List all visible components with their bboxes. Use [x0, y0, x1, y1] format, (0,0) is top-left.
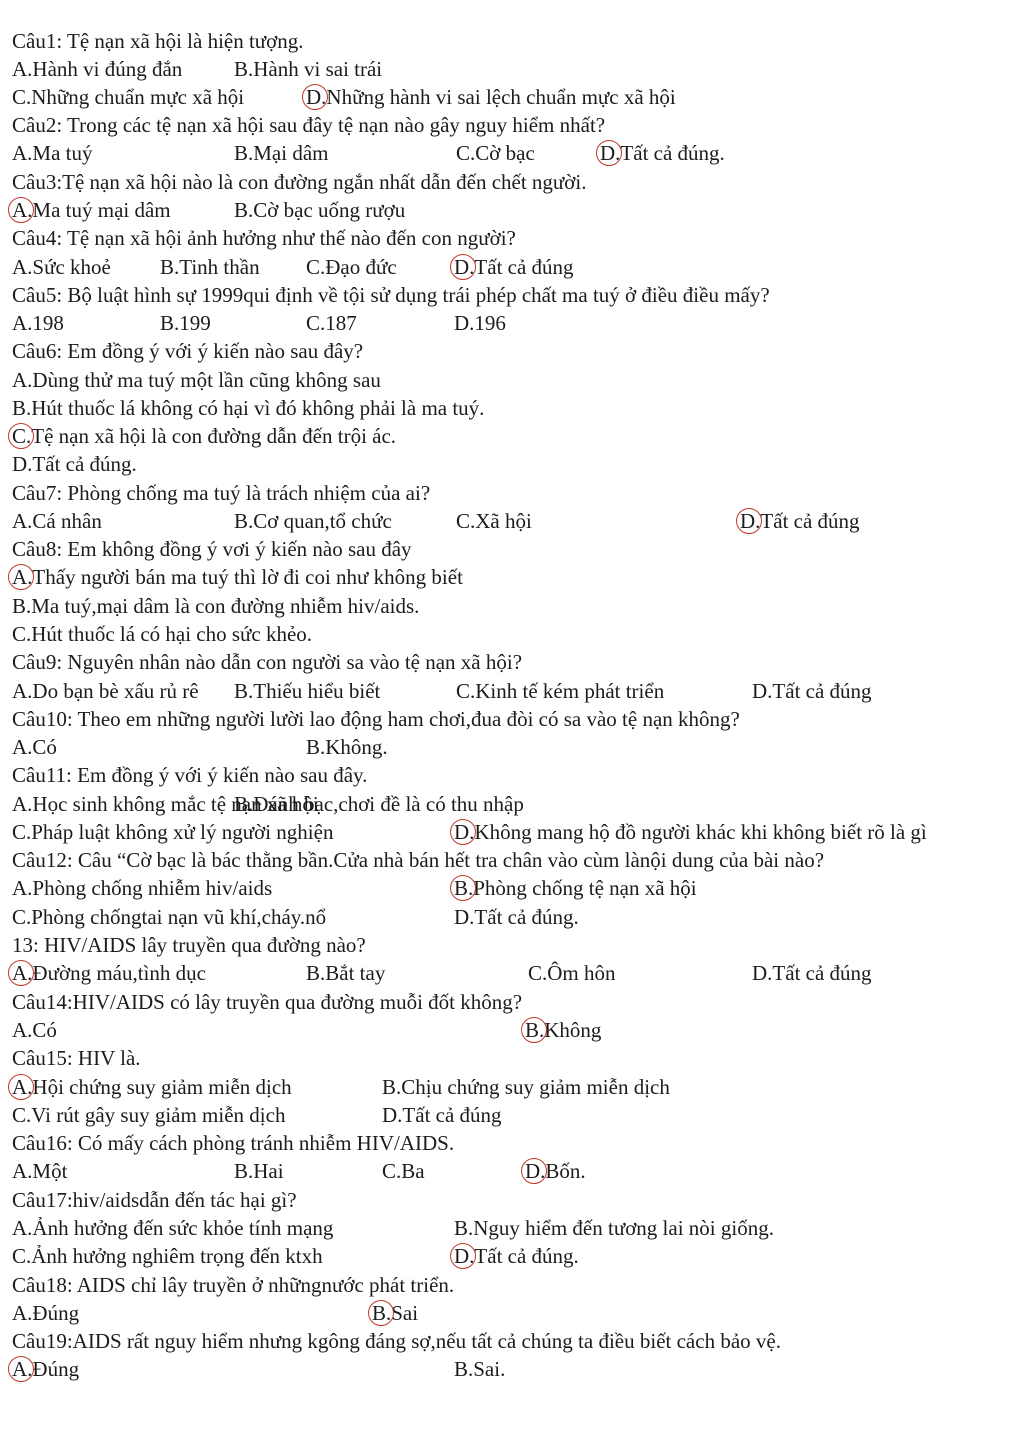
- quiz-line: [0, 1016, 1024, 1044]
- quiz-text: B.Mại dâm: [234, 141, 329, 165]
- quiz-line: [0, 224, 1024, 252]
- quiz-text: B.Tinh thần: [160, 255, 260, 279]
- quiz-line: [0, 1214, 1024, 1242]
- quiz-line: [0, 1242, 1024, 1270]
- circled-answer: D.Tất cả đúng: [454, 255, 574, 279]
- quiz-line: [0, 705, 1024, 733]
- quiz-line: [0, 111, 1024, 139]
- quiz-text: B.Đánh bạc,chơi đề là có thu nhập: [234, 792, 524, 816]
- circled-answer: A.Đúng: [12, 1357, 80, 1381]
- quiz-text: Câu6: Em đồng ý với ý kiến nào sau đây?: [12, 339, 364, 363]
- circled-answer: A.Thấy người bán ma tuý thì lờ đi coi như không biết: [12, 565, 463, 589]
- quiz-text: 13: HIV/AIDS lây truyền qua đường nào?: [12, 933, 366, 957]
- quiz-text: C.Phòng chốngtai nạn vũ khí,cháy.nổ: [12, 905, 327, 929]
- circled-answer: A.Đường máu,tình dục: [12, 961, 206, 985]
- quiz-text: B.Ma tuý,mại dâm là con đường nhiễm hiv/aids.: [12, 594, 420, 618]
- quiz-line: [0, 337, 1024, 365]
- quiz-line: [0, 1271, 1024, 1299]
- quiz-text: B.Hai: [234, 1159, 284, 1183]
- quiz-line: [0, 366, 1024, 394]
- quiz-text: B.Sai.: [454, 1357, 506, 1381]
- quiz-line: [0, 450, 1024, 478]
- quiz-text: A.Ảnh hưởng đến sức khỏe tính mạng: [12, 1216, 334, 1240]
- quiz-text: A.Một: [12, 1159, 68, 1183]
- quiz-line: [0, 27, 1024, 55]
- quiz-text: Câu16: Có mấy cách phòng tránh nhiễm HIV/AIDS.: [12, 1131, 455, 1155]
- quiz-text: B.199: [160, 311, 211, 335]
- quiz-line: [0, 168, 1024, 196]
- quiz-text: C.Ảnh hưởng nghiêm trọng đến ktxh: [12, 1244, 323, 1268]
- quiz-line: [0, 761, 1024, 789]
- quiz-line: [0, 592, 1024, 620]
- quiz-line: [0, 733, 1024, 761]
- quiz-line: [0, 422, 1024, 450]
- quiz-line: [0, 988, 1024, 1016]
- quiz-text: B.Hút thuốc lá không có hại vì đó không phải là ma tuý.: [12, 396, 485, 420]
- quiz-text: B.Bắt tay: [306, 961, 386, 985]
- quiz-text: B.Hành vi sai trái: [234, 57, 383, 81]
- quiz-text: A.Hành vi đúng đắn: [12, 57, 183, 81]
- quiz-text: Câu17:hiv/aidsdẫn đến tác hại gì?: [12, 1188, 297, 1212]
- quiz-line: [0, 790, 1024, 818]
- quiz-text: D.Tất cả đúng.: [454, 905, 579, 929]
- quiz-text: Câu7: Phòng chống ma tuý là trách nhiệm của ai?: [12, 481, 431, 505]
- quiz-text: Câu3:Tệ nạn xã hội nào là con đường ngắn nhất dẫn đến chết người.: [12, 170, 587, 194]
- quiz-text: Câu12: Câu “Cờ bạc là bác thằng bần.Cửa nhà bán hết tra chân vào cùm lànội dung của bài nào?: [12, 848, 825, 872]
- quiz-line: [0, 479, 1024, 507]
- quiz-line: [0, 1355, 1024, 1383]
- quiz-text: A.Ma tuý: [12, 141, 93, 165]
- quiz-text: A.Học sinh không mắc tệ nạn xã hội: [12, 792, 319, 816]
- quiz-line: [0, 1299, 1024, 1327]
- circled-answer: C.Tệ nạn xã hội là con đường dẫn đến trội ác.: [12, 424, 397, 448]
- quiz-text: Câu15: HIV là.: [12, 1046, 141, 1070]
- quiz-line: [0, 55, 1024, 83]
- quiz-line: [0, 1129, 1024, 1157]
- quiz-text: D.196: [454, 311, 506, 335]
- quiz-text: C.Kinh tế kém phát triển: [456, 679, 665, 703]
- quiz-line: [0, 281, 1024, 309]
- quiz-text: B.Nguy hiểm đến tương lai nòi giống.: [454, 1216, 774, 1240]
- circled-answer: D.Bốn.: [525, 1159, 586, 1183]
- quiz-text: Câu1: Tệ nạn xã hội là hiện tượng.: [12, 29, 304, 53]
- quiz-text: B.Cờ bạc uống rượu: [234, 198, 406, 222]
- quiz-line: [0, 648, 1024, 676]
- quiz-text: D.Tất cả đúng: [382, 1103, 502, 1127]
- quiz-line: [0, 677, 1024, 705]
- quiz-line: [0, 1186, 1024, 1214]
- quiz-text: A.Do bạn bè xấu rủ rê: [12, 679, 199, 703]
- quiz-text: Câu19:AIDS rất nguy hiểm nhưng kgông đáng sợ,nếu tất cả chúng ta điều biết cách bảo vệ.: [12, 1329, 781, 1353]
- quiz-text: Câu2: Trong các tệ nạn xã hội sau đây tệ nạn nào gây nguy hiểm nhất?: [12, 113, 606, 137]
- quiz-line: [0, 959, 1024, 987]
- quiz-text: A.Đúng: [12, 1301, 80, 1325]
- quiz-line: [0, 874, 1024, 902]
- quiz-text: A.Phòng chống nhiễm hiv/aids: [12, 876, 273, 900]
- quiz-line: [0, 818, 1024, 846]
- quiz-text: D.Tất cả đúng.: [12, 452, 137, 476]
- quiz-text: C.Xã hội: [456, 509, 532, 533]
- quiz-line: [0, 139, 1024, 167]
- quiz-text: A.Dùng thử ma tuý một lần cũng không sau: [12, 368, 381, 392]
- quiz-text: C.187: [306, 311, 357, 335]
- quiz-text: C.Hút thuốc lá có hại cho sức khẻo.: [12, 622, 313, 646]
- quiz-text: B.Không.: [306, 735, 388, 759]
- quiz-text: C.Pháp luật không xử lý người nghiện: [12, 820, 334, 844]
- circled-answer: B.Sai: [372, 1301, 419, 1325]
- quiz-line: [0, 846, 1024, 874]
- quiz-line: [0, 1157, 1024, 1185]
- circled-answer: D.Tất cả đúng.: [454, 1244, 579, 1268]
- quiz-line: [0, 931, 1024, 959]
- quiz-text: C.Ôm hôn: [528, 961, 616, 985]
- quiz-text: A.Cá nhân: [12, 509, 102, 533]
- circled-answer: A.Hội chứng suy giảm miễn dịch: [12, 1075, 292, 1099]
- quiz-line: [0, 309, 1024, 337]
- quiz-line: [0, 903, 1024, 931]
- quiz-text: B.Cơ quan,tổ chức: [234, 509, 392, 533]
- circled-answer: D.Tất cả đúng: [740, 509, 860, 533]
- quiz-text: Câu8: Em không đồng ý vơi ý kiến nào sau đây: [12, 537, 412, 561]
- quiz-text: C.Vi rút gây suy giảm miễn dịch: [12, 1103, 286, 1127]
- circled-answer: D.Những hành vi sai lệch chuẩn mực xã hội: [306, 85, 676, 109]
- quiz-text: Câu4: Tệ nạn xã hội ảnh hưởng như thế nào đến con người?: [12, 226, 516, 250]
- circled-answer: B.Phòng chống tệ nạn xã hội: [454, 876, 697, 900]
- circled-answer: B.Không: [525, 1018, 602, 1042]
- quiz-text: D.Tất cả đúng: [752, 679, 872, 703]
- circled-answer: A.Ma tuý mại dâm: [12, 198, 171, 222]
- quiz-text: C.Cờ bạc: [456, 141, 535, 165]
- quiz-text: Câu10: Theo em những người lười lao động ham chơi,đua đòi có sa vào tệ nạn không?: [12, 707, 740, 731]
- circled-answer: D.Không mang hộ đồ người khác khi không biết rõ là gì: [454, 820, 927, 844]
- quiz-text: A.Có: [12, 1018, 57, 1042]
- quiz-text: C.Đạo đức: [306, 255, 397, 279]
- quiz-text: B.Thiếu hiểu biết: [234, 679, 381, 703]
- quiz-line: [0, 620, 1024, 648]
- quiz-text: Câu14:HIV/AIDS có lây truyền qua đường muỗi đốt không?: [12, 990, 523, 1014]
- quiz-text: A.198: [12, 311, 64, 335]
- quiz-text: Câu11: Em đồng ý với ý kiến nào sau đây.: [12, 763, 368, 787]
- quiz-line: [0, 1327, 1024, 1355]
- quiz-text: D.Tất cả đúng: [752, 961, 872, 985]
- quiz-text: A.Sức khoẻ: [12, 255, 111, 279]
- quiz-text: B.Chịu chứng suy giảm miễn dịch: [382, 1075, 670, 1099]
- quiz-line: [0, 507, 1024, 535]
- circled-answer: D.Tất cả đúng.: [600, 141, 725, 165]
- quiz-line: [0, 563, 1024, 591]
- quiz-line: [0, 1073, 1024, 1101]
- quiz-text: A.Có: [12, 735, 57, 759]
- quiz-text: C.Ba: [382, 1159, 425, 1183]
- quiz-line: [0, 83, 1024, 111]
- quiz-line: [0, 394, 1024, 422]
- quiz-line: [0, 1101, 1024, 1129]
- quiz-line: [0, 1044, 1024, 1072]
- quiz-line: [0, 253, 1024, 281]
- quiz-line: [0, 196, 1024, 224]
- quiz-text: Câu5: Bộ luật hình sự 1999qui định về tội sử dụng trái phép chất ma tuý ở điều điều mấy?: [12, 283, 770, 307]
- quiz-text: Câu9: Nguyên nhân nào dẫn con người sa vào tệ nạn xã hội?: [12, 650, 523, 674]
- quiz-text: Câu18: AIDS chỉ lây truyền ở nhữngnước phát triển.: [12, 1273, 455, 1297]
- quiz-text: C.Những chuẩn mực xã hội: [12, 85, 245, 109]
- quiz-line: [0, 535, 1024, 563]
